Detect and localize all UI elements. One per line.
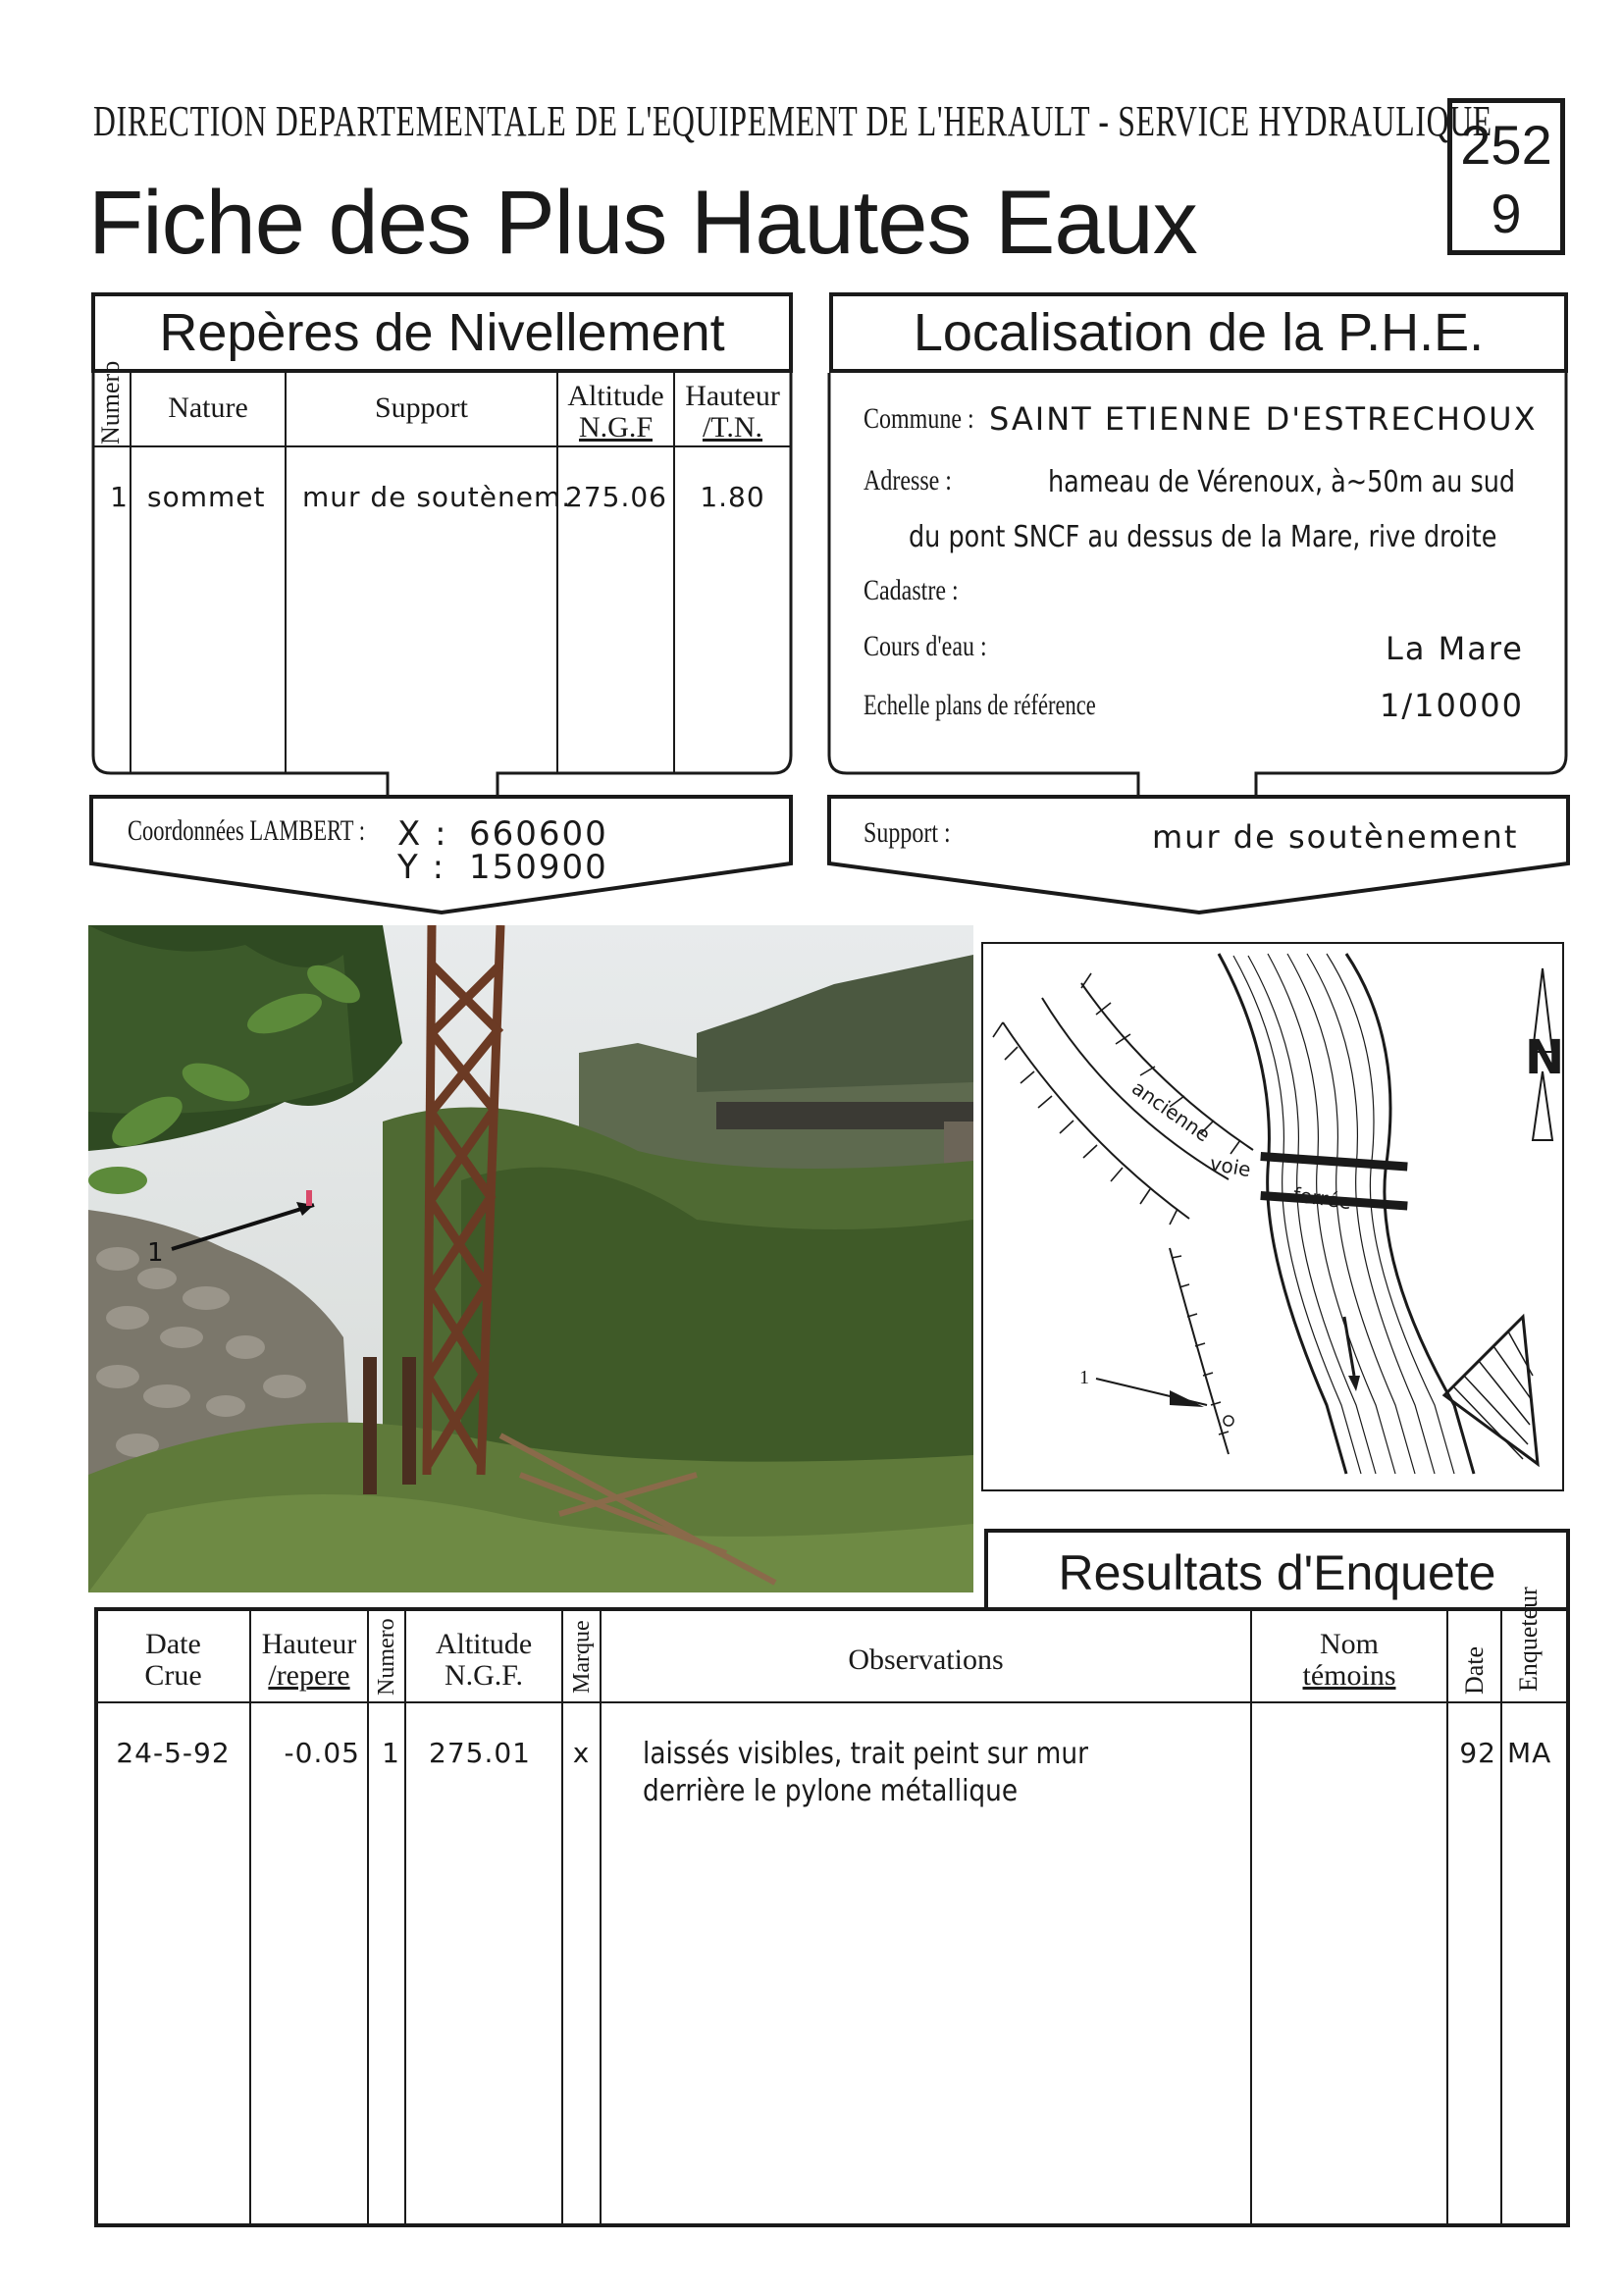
site-photo (88, 925, 973, 1592)
adresse-line1: hameau de Vérenoux, à~50m au sud (1048, 465, 1516, 499)
support-label: Support : (864, 816, 951, 849)
res-header-altitude-l1: Altitude (435, 1628, 533, 1660)
reperes-header-hauteur-l1: Hauteur (685, 380, 780, 412)
res-header-marque: Marque (569, 1620, 595, 1695)
reperes-header-altitude-l2: N.G.F (578, 411, 653, 444)
res-header-altitude (405, 1629, 562, 1692)
cours-eau-value: La Mare (1386, 630, 1524, 667)
adresse-line2: du pont SNCF au dessus de la Mare, rive droite (909, 520, 1497, 554)
res-cell-marque: x (572, 1737, 591, 1769)
reperes-header-hauteur (674, 381, 791, 444)
resultats-title: Resultats d'Enquete (1058, 1545, 1496, 1600)
location-map (981, 942, 1564, 1491)
map-label-ferree: ferrée (1291, 1182, 1353, 1215)
lambert-x-value: 660600 (469, 814, 608, 854)
lambert-label: Coordonnées LAMBERT : (128, 814, 365, 847)
res-cell-date: 92 (1459, 1737, 1496, 1769)
page-title: Fiche des Plus Hautes Eaux (88, 173, 1197, 273)
adresse-label: Adresse : (864, 464, 952, 496)
res-cell-numero: 1 (382, 1737, 400, 1769)
res-cell-hauteur: -0.05 (284, 1737, 360, 1769)
map-hill-symbol (1444, 1317, 1538, 1464)
reference-number-top: 252 (1460, 114, 1552, 176)
reperes-header-support: Support (374, 391, 468, 424)
res-header-temoins (1251, 1629, 1447, 1692)
reperes-header-altitude-l1: Altitude (567, 380, 664, 412)
res-cell-observations-l2: derrière le pylone métallique (643, 1774, 1019, 1808)
commune-value: SAINT ETIENNE D'ESTRECHOUX (989, 400, 1538, 438)
res-cell-observations-l1: laissés visibles, trait peint sur mur (643, 1737, 1088, 1771)
reperes-cell-altitude: 275.06 (565, 481, 667, 513)
reperes-cell-nature: sommet (147, 481, 266, 513)
res-header-numero: Numero (374, 1618, 399, 1696)
res-header-date-l1: Date (145, 1628, 201, 1660)
res-header-date-l2: Crue (144, 1659, 202, 1692)
bridge-deck (716, 1102, 973, 1129)
agency-header: DIRECTION DEPARTEMENTALE DE L'EQUIPEMENT DE L'HERAULT - SERVICE HYDRAULIQUE (93, 97, 1492, 145)
reperes-header-numero: Numero (96, 360, 125, 444)
reperes-title: Repères de Nivellement (159, 303, 725, 362)
map-label-ancienne: ancienne (1127, 1075, 1215, 1147)
paint-mark (306, 1190, 312, 1206)
reperes-header-hauteur-l2: /T.N. (702, 411, 763, 444)
localisation-title: Localisation de la P.H.E. (913, 303, 1485, 362)
north-arrow (1525, 968, 1562, 1140)
reperes-cell-support: mur de soutènem. (302, 481, 572, 513)
localisation-title-box (829, 292, 1568, 373)
res-header-hauteur-l1: Hauteur (261, 1628, 357, 1660)
reperes-cell-numero: 1 (110, 481, 129, 513)
resultats-title-box (986, 1531, 1568, 1609)
lambert-y-label: Y : (397, 848, 446, 887)
res-cell-enqueteur: MA (1507, 1737, 1552, 1769)
res-header-nom-l1: Nom (1320, 1628, 1379, 1660)
res-header-observations: Observations (848, 1644, 1004, 1676)
photo-marker-label: 1 (147, 1238, 164, 1268)
map-wall (1170, 1248, 1229, 1454)
res-cell-altitude: 275.01 (429, 1737, 531, 1769)
res-header-date-crue (96, 1629, 250, 1692)
reperes-frame-left (93, 360, 388, 797)
north-label: N (1525, 1030, 1562, 1085)
lambert-y-value: 150900 (469, 848, 608, 887)
res-header-altitude-l2: N.G.F. (444, 1659, 524, 1692)
reperes-header-altitude (557, 381, 674, 444)
reperes-cell-hauteur: 1.80 (700, 481, 765, 513)
reperes-header-nature: Nature (168, 391, 248, 424)
res-header-hauteur-l2: /repere (268, 1659, 350, 1692)
support-value: mur de soutènement (1152, 818, 1519, 856)
cours-eau-label: Cours d'eau : (864, 630, 987, 662)
echelle-label: Echelle plans de référence (864, 689, 1096, 721)
commune-label: Commune : (864, 402, 974, 435)
res-header-nom-l2: témoins (1302, 1659, 1396, 1692)
cadastre-label: Cadastre : (864, 574, 959, 606)
res-header-hauteur (250, 1629, 368, 1692)
lambert-x-label: X : (397, 814, 448, 854)
location-map-drawing (983, 944, 1562, 1489)
map-label-voie: voie (1208, 1151, 1253, 1182)
site-photo-drawing (88, 925, 973, 1592)
map-marker-label: 1 (1079, 1367, 1089, 1388)
res-header-enqueteur: Enqueteur (1514, 1587, 1543, 1693)
res-header-date: Date (1460, 1645, 1489, 1695)
res-cell-date-crue: 24-5-92 (116, 1737, 231, 1769)
echelle-value: 1/10000 (1380, 687, 1524, 724)
reference-number-bottom: 9 (1491, 183, 1522, 244)
